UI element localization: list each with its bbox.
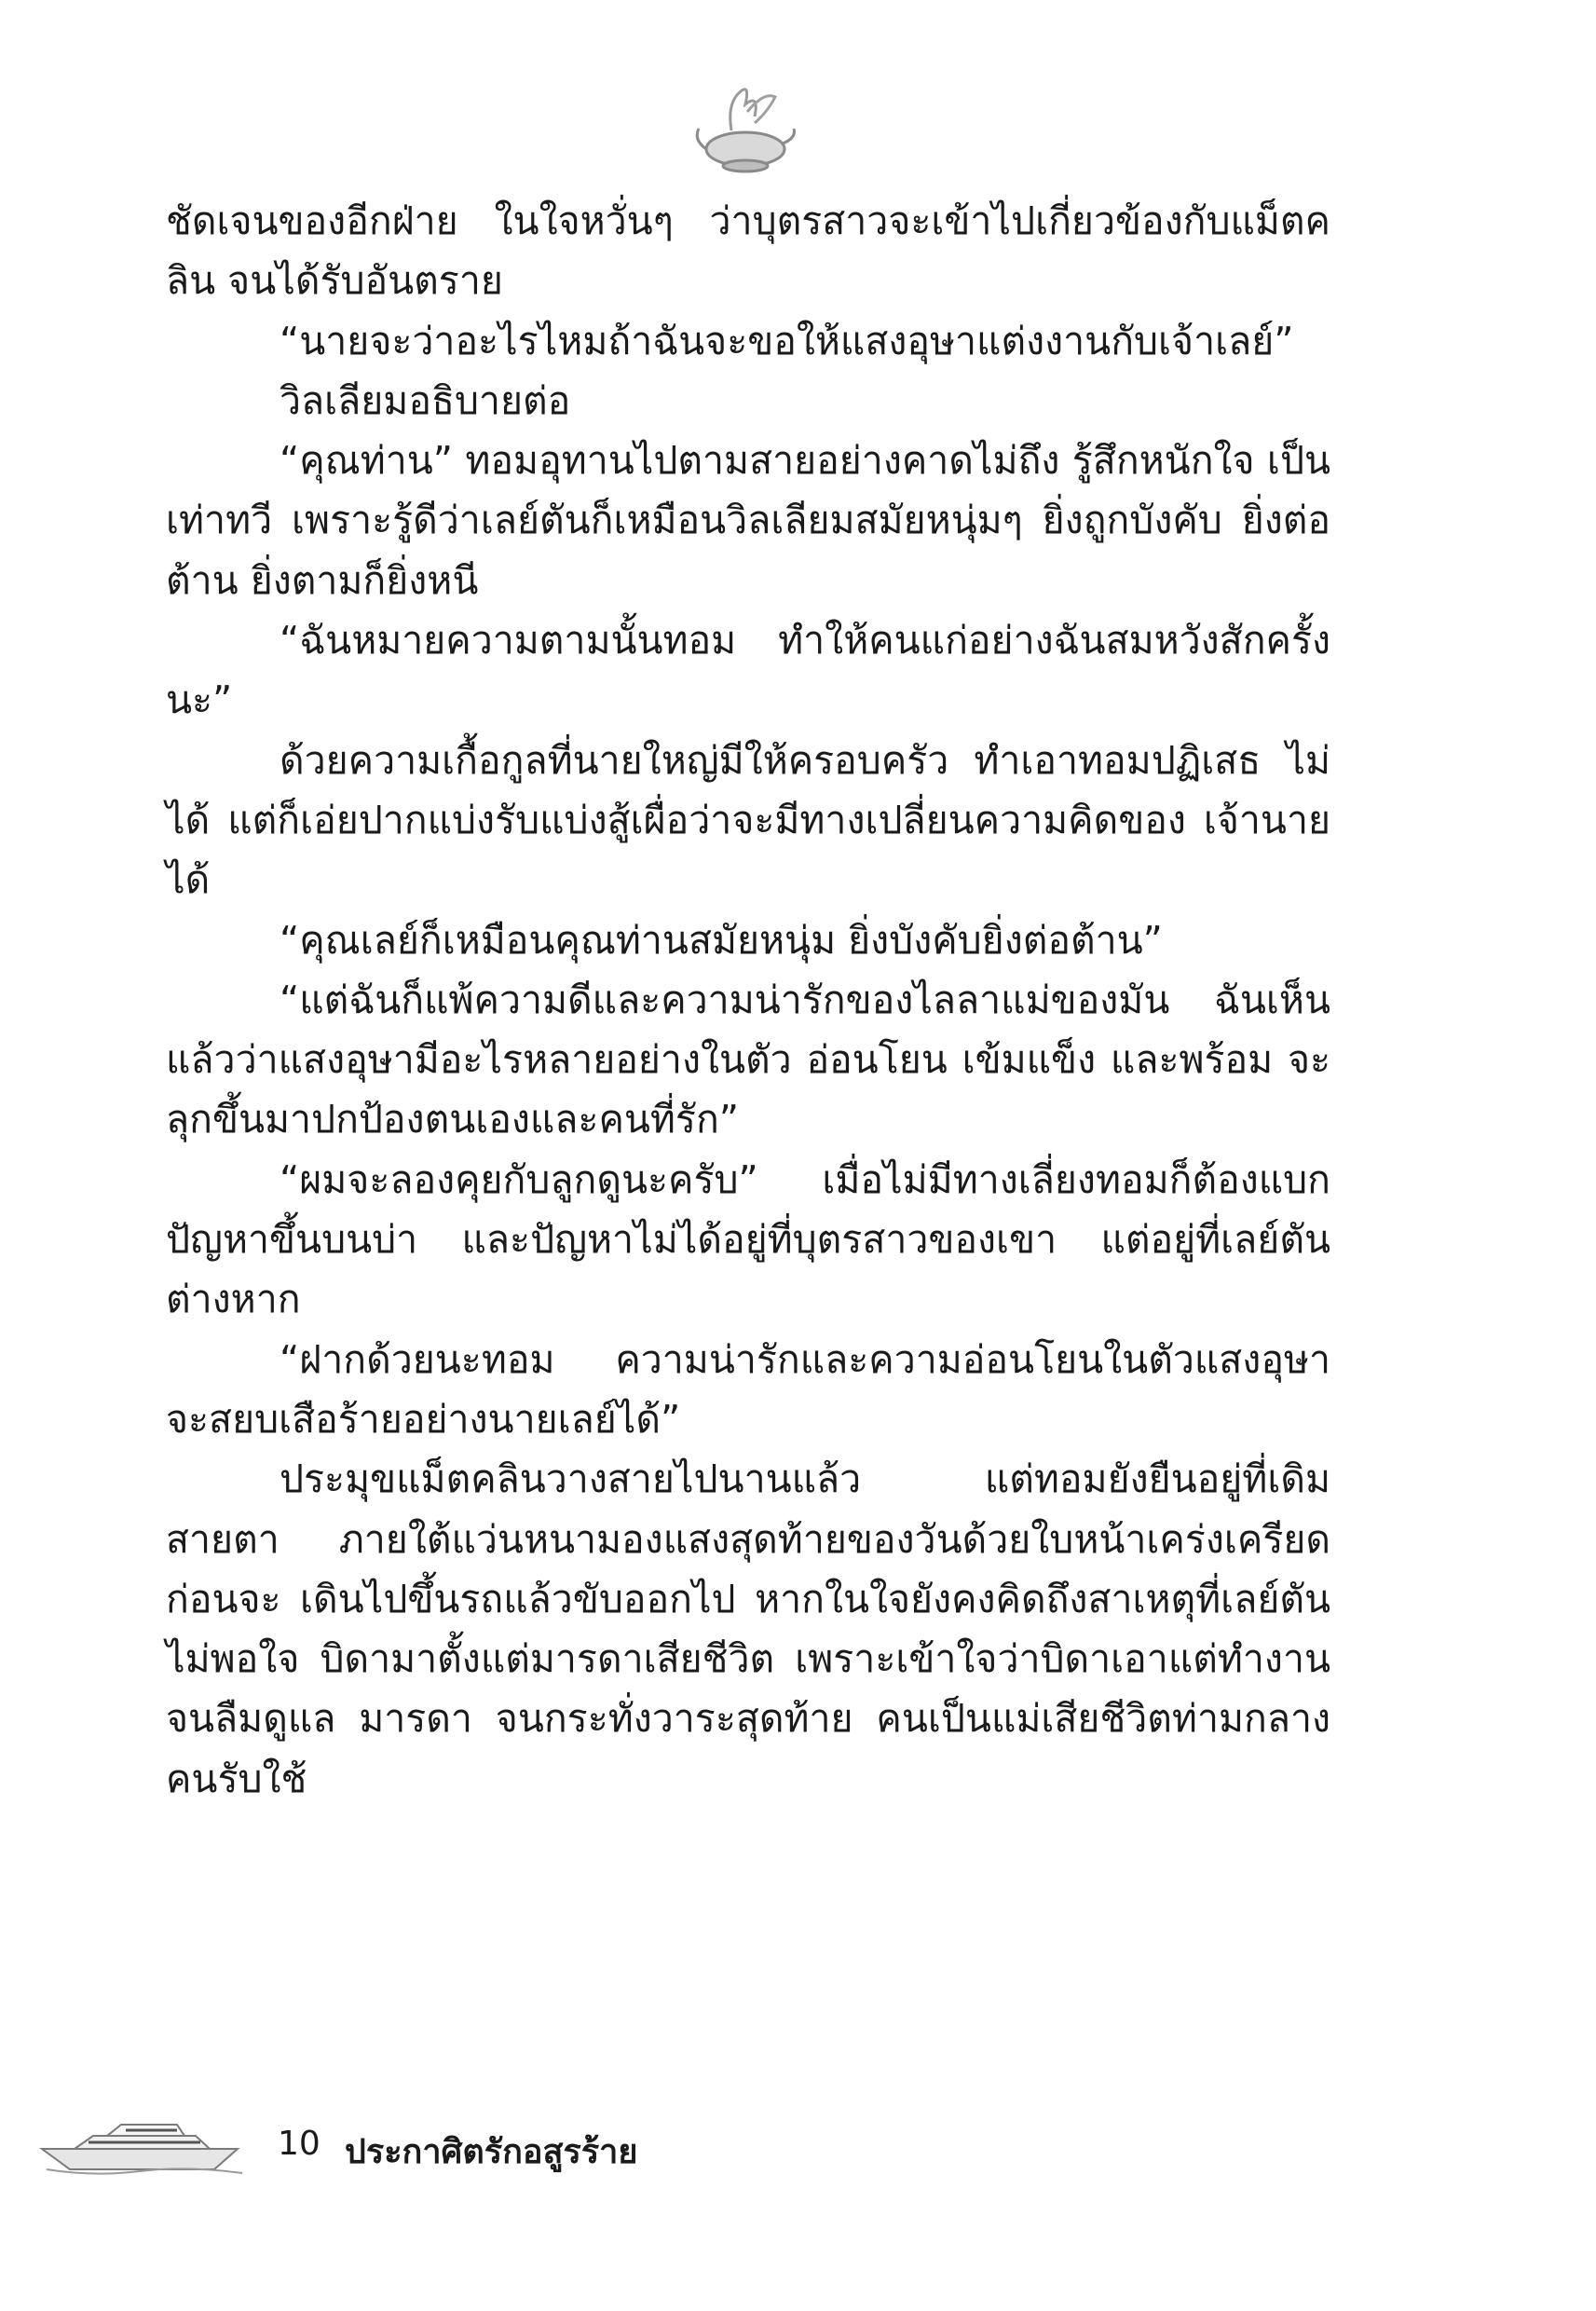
yacht-icon: [37, 2113, 252, 2179]
paragraph: ประมุขแม็ตคลินวางสายไปนานแล้ว แต่ทอมยังยืนอยู่ที่เดิม สายตา ภายใต้แว่นหนามองแสงสุดท้ายของวันด้วยใบหน้าเคร่งเครียด ก่อนจะ เดินไปขึ้นรถแล้วขับออกไป หากในใจยังคงคิดถึงสาเหตุที่เลย์ตันไม่พอใจ บิดามาตั้งแต่มารดาเสียชีวิต เพราะเข้าใจว่าบิดาเอาแต่ทำงานจนลืมดูแล มารดา จนกระทั่งวาระสุดท้าย คนเป็นแม่เสียชีวิตท่ามกลางคนรับใช้: [166, 1456, 1330, 1801]
page-footer: [37, 2113, 689, 2188]
paragraph: “ฝากด้วยนะทอม ความน่ารักและความอ่อนโยนในตัวแสงอุษา จะสยบเสือร้ายอย่างนายเลย์ได้”: [166, 1336, 1330, 1442]
paragraph: “นายจะว่าอะไรไหมถ้าฉันจะขอให้แสงอุษาแต่งงานกับเจ้าเลย์”: [280, 318, 1294, 363]
page-number: 10: [278, 2125, 321, 2163]
paragraph: “คุณเลย์ก็เหมือนคุณท่านสมัยหนุ่ม ยิ่งบังคับยิ่งต่อต้าน”: [280, 917, 1163, 963]
body-text: [166, 191, 1330, 1809]
lamp-ornament-icon: [689, 75, 801, 177]
paragraph: ด้วยความเกื้อกูลที่นายใหญ่มีให้ครอบครัว ทำเอาทอมปฏิเสธ ไม่ได้ แต่ก็เอ่ยปากแบ่งรับแบ่งสู้เผื่อว่าจะมีทางเปลี่ยนความคิดของ เจ้านายได้: [166, 737, 1330, 903]
paragraph: “คุณท่าน” ทอมอุทานไปตามสายอย่างคาดไม่ถึง รู้สึกหนักใจ เป็นเท่าทวี เพราะรู้ดีว่าเลย์ตันก็เหมือนวิลเลียมสมัยหนุ่มๆ ยิ่งถูกบังคับ ยิ่งต่อต้าน ยิ่งตามก็ยิ่งหนี: [166, 438, 1330, 603]
paragraph: วิลเลียมอธิบายต่อ: [280, 377, 571, 423]
paragraph: “ผมจะลองคุยกับลูกดูนะครับ” เมื่อไม่มีทางเลี่ยงทอมก็ต้องแบก ปัญหาขึ้นบนบ่า และปัญหาไม่ได้อยู่ที่บุตรสาวของเขา แต่อยู่ที่เลย์ตัน ต่างหาก: [166, 1156, 1330, 1322]
paragraph: “ฉันหมายความตามนั้นทอม ทำให้คนแก่อย่างฉันสมหวังสักครั้ง นะ”: [166, 618, 1330, 723]
book-title: ประกาศิตรักอสูรร้าย: [345, 2133, 638, 2171]
paragraph: ชัดเจนของอีกฝ่าย ในใจหวั่นๆ ว่าบุตรสาวจะเข้าไปเกี่ยวข้องกับแม็ตคลิน จนได้รับอันตราย: [166, 198, 1330, 304]
paragraph: “แต่ฉันก็แพ้ความดีและความน่ารักของไลลาแม่ของมัน ฉันเห็น แล้วว่าแสงอุษามีอะไรหลายอย่างในตัว อ่อนโยน เข้มแข็ง และพร้อม จะลุกขึ้นมาปกป้องตนเองและคนที่รัก”: [166, 977, 1330, 1142]
